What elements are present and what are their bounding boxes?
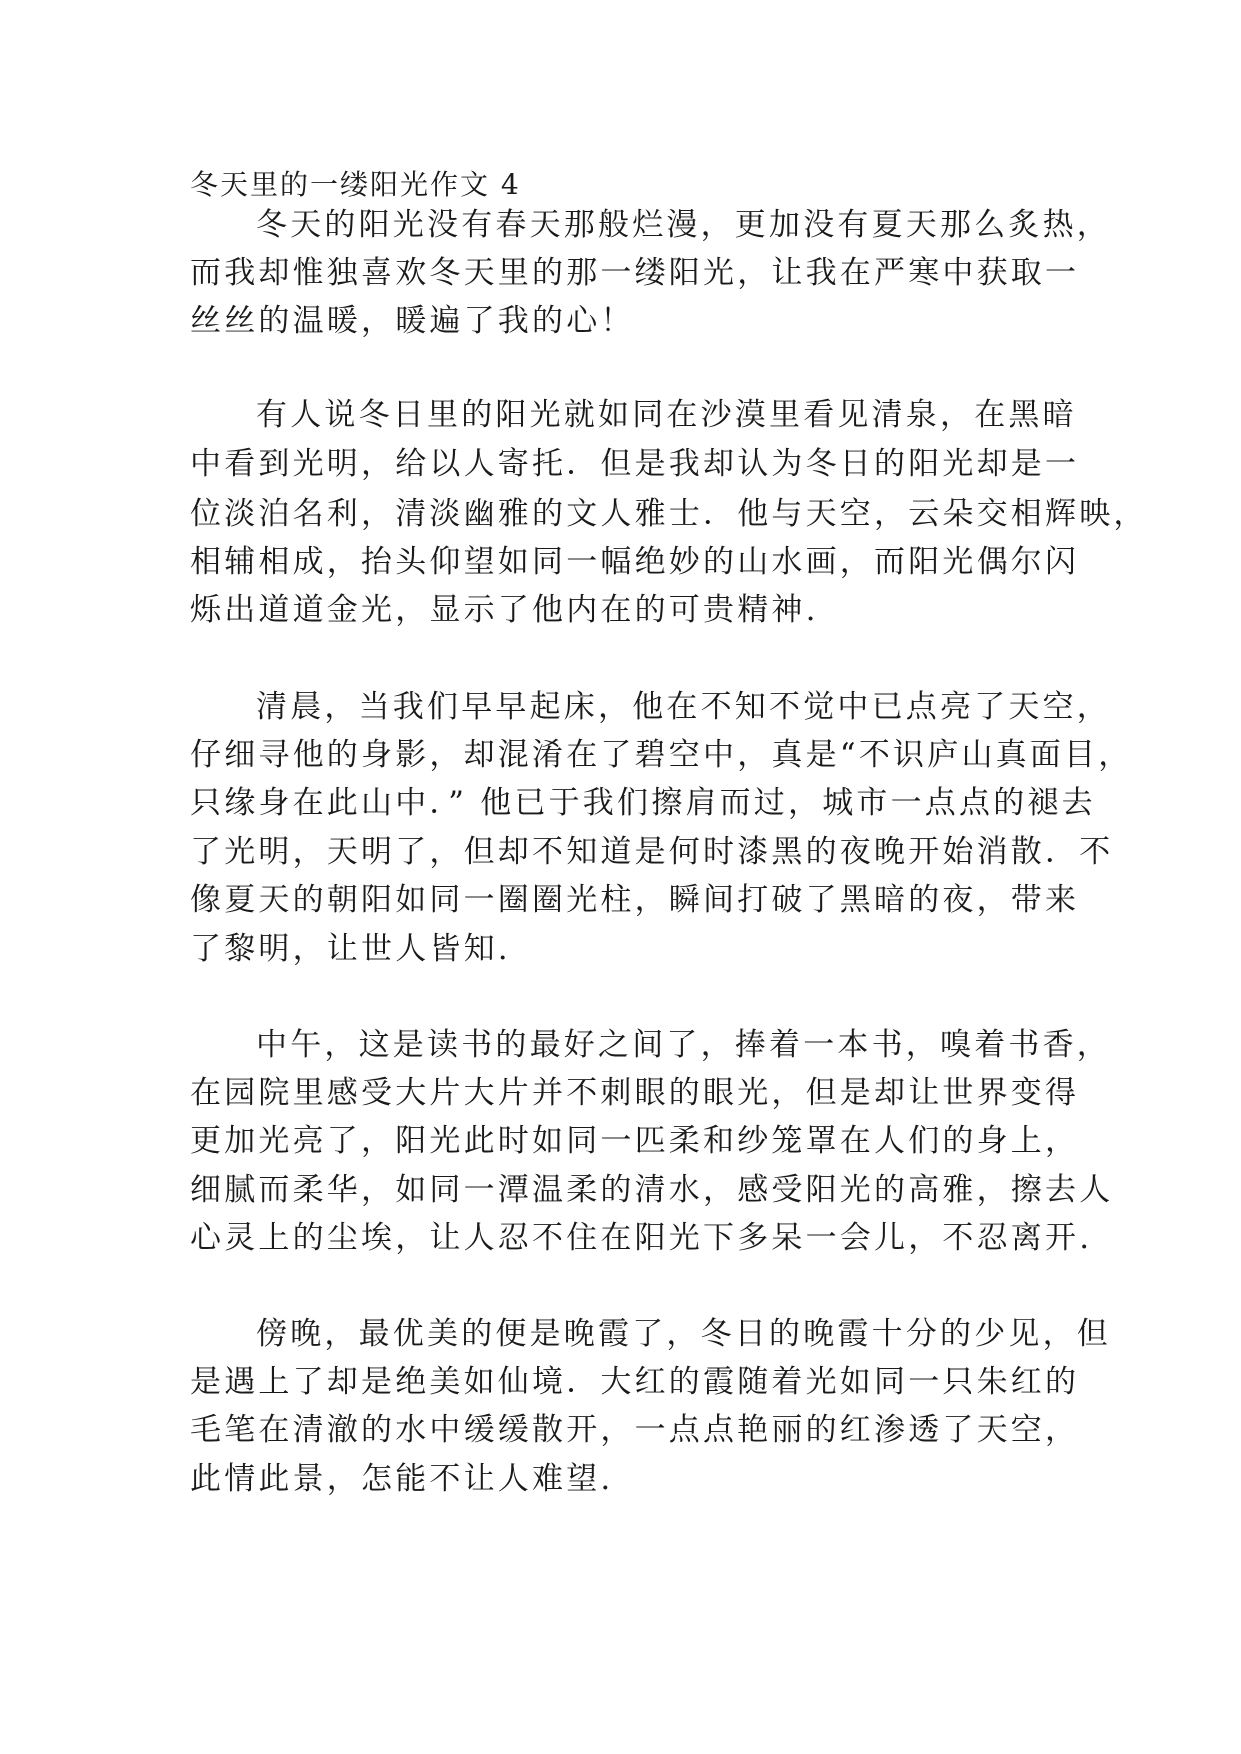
paragraph-4-line-4: 细腻而柔华，如同一潭温柔的清水，感受阳光的高雅，擦去人 [190,1172,1114,1208]
paragraph-3-line-5: 像夏天的朝阳如同一圈圈光柱，瞬间打破了黑暗的夜，带来 [190,882,1080,918]
paragraph-5-line-1: 傍晚，最优美的便是晚霞了，冬日的晚霞十分的少见，但 [256,1316,1111,1352]
document-title: 冬天里的一缕阳光作文 4 [190,168,521,201]
paragraph-5-line-2: 是遇上了却是绝美如仙境．大红的霞随着光如同一只朱红的 [190,1364,1080,1400]
paragraph-3-line-4: 了光明，天明了，但却不知道是何时漆黑的夜晚开始消散．不 [190,834,1114,870]
paragraph-5-line-3: 毛笔在清澈的水中缓缓散开，一点点艳丽的红渗透了天空， [190,1412,1080,1448]
paragraph-2-line-4: 相辅相成，抬头仰望如同一幅绝妙的山水画，而阳光偶尔闪 [190,544,1080,580]
paragraph-1-line-1: 冬天的阳光没有春天那般烂漫，更加没有夏天那么炙热， [256,207,1111,243]
paragraph-3-line-1: 清晨，当我们早早起床，他在不知不觉中已点亮了天空， [256,689,1111,725]
paragraph-4-line-1: 中午，这是读书的最好之间了，捧着一本书，嗅着书香， [256,1027,1111,1063]
paragraph-5-line-4: 此情此景，怎能不让人难望. [190,1461,614,1497]
paragraph-4-line-2: 在园院里感受大片大片并不刺眼的眼光，但是却让世界变得 [190,1075,1080,1111]
paragraph-3-line-2: 仔细寻他的身影，却混淆在了碧空中，真是“不识庐山真面目， [190,737,1133,773]
paragraph-2-line-1: 有人说冬日里的阳光就如同在沙漠里看见清泉，在黑暗 [256,397,1077,433]
paragraph-2-line-2: 中看到光明，给以人寄托．但是我却认为冬日的阳光却是一 [190,446,1080,482]
paragraph-1-line-2: 而我却惟独喜欢冬天里的那一缕阳光，让我在严寒中获取一 [190,255,1080,291]
paragraph-2-line-3: 位淡泊名利，清淡幽雅的文人雅士．他与天空，云朵交相辉映， [190,496,1148,532]
paragraph-4-line-5: 心灵上的尘埃，让人忍不住在阳光下多呆一会儿，不忍离开. [190,1220,1093,1256]
paragraph-4-line-3: 更加光亮了，阳光此时如同一匹柔和纱笼罩在人们的身上， [190,1123,1080,1159]
paragraph-1-line-3: 丝丝的温暖，暖遍了我的心！ [190,303,635,339]
paragraph-3-line-6: 了黎明，让世人皆知. [190,931,511,967]
paragraph-2-line-5: 烁出道道金光，显示了他内在的可贵精神. [190,592,819,628]
paragraph-3-line-3: 只缘身在此山中．” 他已于我们擦肩而过，城市一点点的褪去 [190,785,1096,821]
